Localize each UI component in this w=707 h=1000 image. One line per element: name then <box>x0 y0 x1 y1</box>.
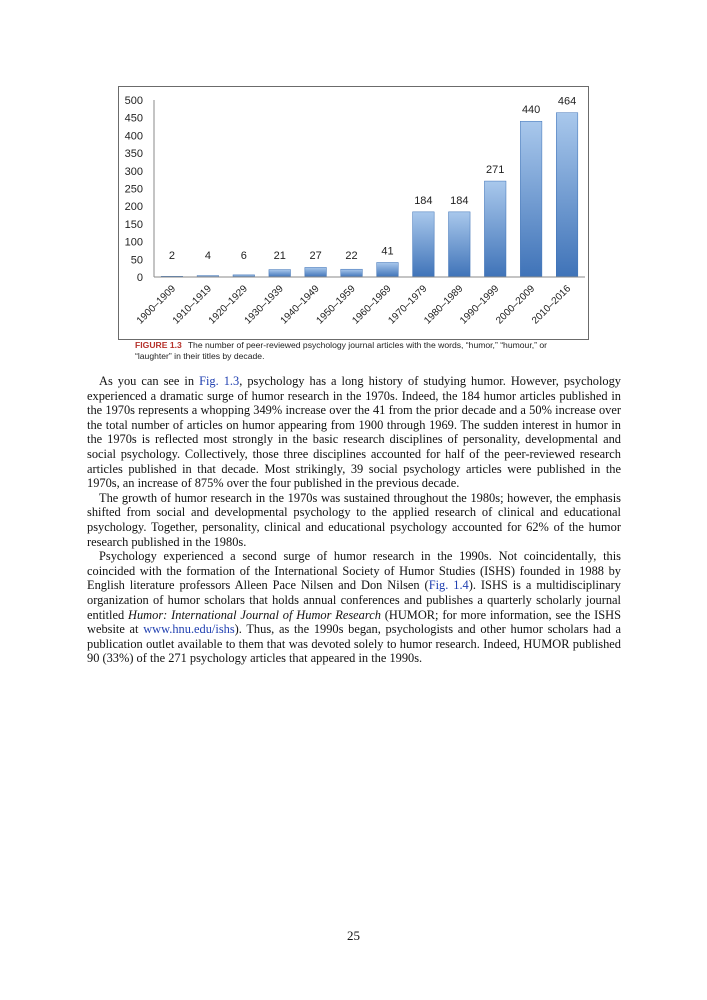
x-tick-label: 1940–1949 <box>278 283 322 327</box>
paragraph-3-text-a: Psychology experienced a second surge of humor research in the 1990s. Not coincidentally, this coincided with the formation of the International Society of Humor Studies (ISHS) founded in 1988 by English literature professors Alleen Pace Nilsen and Don Nilsen ( <box>87 549 621 593</box>
y-tick-label: 150 <box>124 218 143 231</box>
journal-title: Humor: International Journal of Humor Research <box>128 607 381 622</box>
bar <box>413 212 435 277</box>
paragraph-3-text-b: ). ISHS is a multidisciplinary organization of humor scholars that holds annual conferences and publishes a quarterly scholarly journal entitled <box>87 578 621 622</box>
bar <box>556 113 578 277</box>
data-label: 21 <box>273 250 286 262</box>
bar <box>341 269 363 277</box>
ishs-website-link[interactable]: www.hnu.edu/ishs <box>143 622 235 637</box>
y-tick-label: 450 <box>124 112 143 125</box>
data-label: 464 <box>557 95 577 108</box>
x-tick-label: 1910–1919 <box>170 283 214 327</box>
body-text <box>87 374 621 666</box>
figure-1-3 <box>118 86 589 340</box>
figure-label: FIGURE 1.3 <box>135 340 182 350</box>
data-label: 22 <box>345 250 358 262</box>
paragraph-2: The growth of humor research in the 1970s was sustained throughout the 1980s; however, the emphasis shifted from social and developmental psychology to the applied research of clinical and educational psychology. Together, personality, clinical and educational psychology accounted for 62% of the humor research published in the 1980s. <box>87 490 621 549</box>
figure-1-4-link[interactable]: Fig. 1.4 <box>428 578 469 593</box>
y-axis <box>125 95 154 284</box>
bar <box>484 181 506 277</box>
page-number: 25 <box>347 928 360 943</box>
x-tick-label: 2010–2016 <box>529 283 574 327</box>
x-tick-label: 1960–1969 <box>350 283 394 327</box>
x-axis <box>135 277 585 327</box>
bar <box>449 212 471 277</box>
data-label: 184 <box>414 194 433 207</box>
y-tick-label: 50 <box>130 254 143 267</box>
paragraph-1-text-b: , psychology has a long history of studying humor. However, psychology experienced a dramatic surge of humor research in the 1970s. Indeed, the 184 humor articles published in the 1970s represents a whopping 349% increase over the 41 from the prior decade and a 50% increase over the total number of articles on humor appearing from 1900 through 1969. The sudden interest in humor in the 1970s is reflected most strongly in the basic research disciplines of personality, developmental and social psychology. Collectively, those three disciplines accounted for half of the peer-reviewed research articles published in that decade. Most strikingly, 39 social psychology articles were published in the 1970s, an increase of 875% over the four published in the previous decade. <box>87 374 621 491</box>
data-label: 184 <box>450 194 469 207</box>
x-tick-label: 1990–1999 <box>458 283 502 327</box>
paragraph-3-text-d: ). Thus, as the 1990s began, psychologists and other humor scholars had a publication outlet available to them that was devoted solely to humor research. Indeed, HUMOR published 90 (33%) of the 271 psychology articles that appeared in the 1990s. <box>87 622 621 666</box>
data-label: 271 <box>486 164 505 177</box>
x-tick-label: 1930–1939 <box>242 283 286 327</box>
x-tick-label: 1900–1909 <box>134 283 179 327</box>
y-tick-label: 0 <box>136 272 143 284</box>
bar <box>520 121 542 277</box>
paragraph-1-text-a: As you can see in <box>99 374 200 388</box>
x-tick-label: 1970–1979 <box>386 283 430 327</box>
y-tick-label: 350 <box>124 148 143 161</box>
y-tick-label: 300 <box>124 165 143 178</box>
x-tick-label: 1980–1989 <box>422 283 466 327</box>
data-label: 6 <box>240 250 247 262</box>
x-tick-label: 2000–2009 <box>494 283 538 327</box>
bar <box>269 270 291 277</box>
bar <box>377 262 399 277</box>
y-tick-label: 100 <box>124 236 143 249</box>
y-tick-label: 500 <box>124 95 143 107</box>
paragraph-3-text-c: (HUMOR; for more information, see the ISHS website at <box>87 607 621 637</box>
y-tick-label: 400 <box>124 130 143 143</box>
bars <box>161 113 578 277</box>
bar <box>305 267 327 277</box>
bar-chart <box>119 87 588 339</box>
figure-caption <box>135 340 555 361</box>
paragraph-1 <box>87 374 621 491</box>
data-label: 41 <box>381 245 394 258</box>
data-labels <box>169 96 576 262</box>
x-tick-label: 1920–1929 <box>206 283 250 327</box>
data-label: 440 <box>521 104 541 117</box>
paragraph-3 <box>87 549 621 666</box>
data-label: 2 <box>168 250 176 262</box>
figure-caption-text: The number of peer-reviewed psychology journal articles with the words, “humor,” “humour,” or “laughter” in their titles by decade. <box>135 340 547 361</box>
data-label: 4 <box>204 250 211 262</box>
figure-1-3-link[interactable]: Fig. 1.3 <box>199 374 240 388</box>
x-tick-label: 1950–1959 <box>314 283 358 327</box>
data-label: 27 <box>309 250 322 262</box>
y-tick-label: 200 <box>124 201 143 214</box>
y-tick-label: 250 <box>124 183 143 196</box>
